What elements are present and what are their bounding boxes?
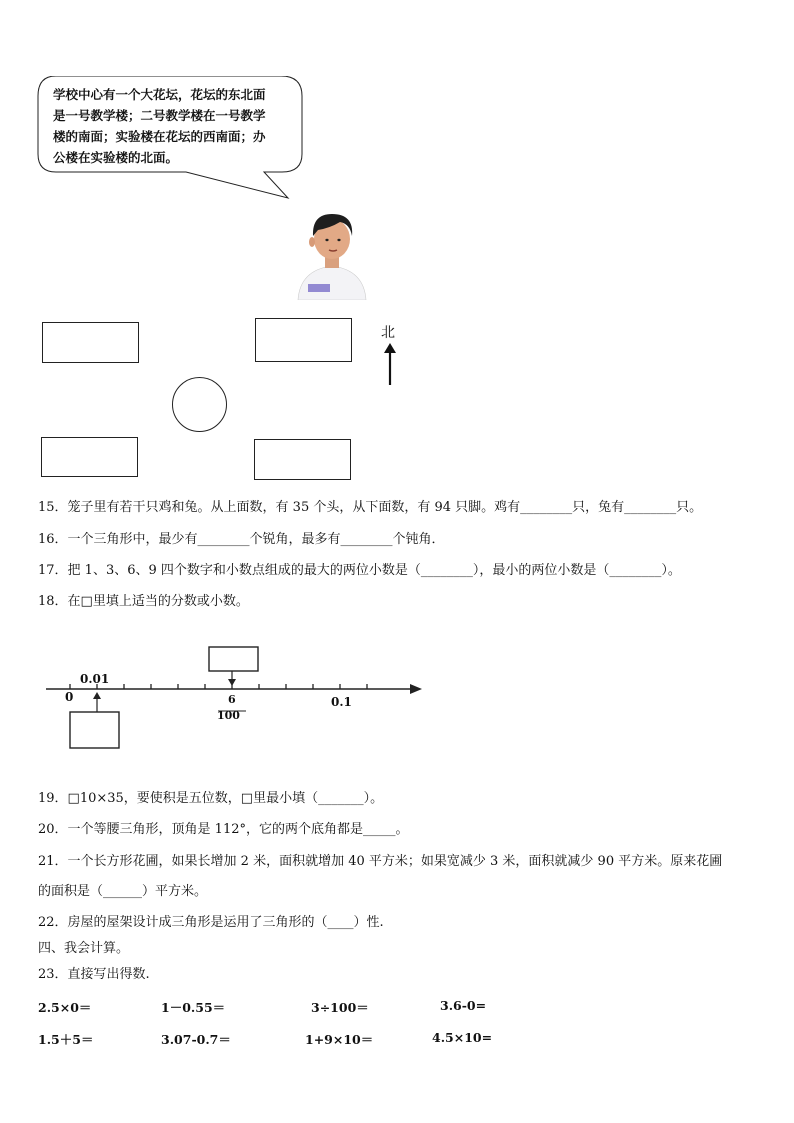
flower-bed-circle — [172, 377, 227, 432]
bubble-line: 是一号教学楼；二号教学楼在一号教学 — [53, 108, 266, 123]
calc-item: 1+9×10＝ — [305, 1032, 374, 1047]
number-line-label-0: 0 — [65, 690, 74, 704]
bubble-line: 楼的南面；实验楼在花坛的西南面；办 — [53, 129, 266, 144]
number-line-label-0-01: 0.01 — [80, 672, 110, 686]
number-line-label-6-denominator: 100 — [217, 709, 240, 722]
bubble-line: 学校中心有一个大花坛，花坛的东北面 — [53, 87, 266, 102]
southwest-box — [41, 437, 138, 477]
question-17: 17．把 1、3、6、9 四个数字和小数点组成的最大的两位小数是（________），最小的两位小数是（________）。 — [38, 563, 681, 578]
question-18: 18．在□里填上适当的分数或小数。 — [38, 594, 249, 609]
calc-item: 3÷100＝ — [311, 1000, 369, 1015]
calc-item: 3.07-0.7＝ — [161, 1032, 231, 1047]
question-15: 15．笼子里有若干只鸡和兔。从上面数，有 35 个头，从下面数，有 94 只脚。鸡有________只，兔有________只。 — [38, 500, 703, 515]
calc-item: 4.5×10= — [432, 1030, 493, 1045]
northeast-box — [255, 318, 352, 362]
north-label: 北 — [381, 325, 395, 341]
calc-item: 1－0.55＝ — [161, 1000, 226, 1015]
northwest-box — [42, 322, 139, 363]
calc-item: 3.6-0= — [440, 998, 487, 1013]
section-heading: 四、我会计算。 — [38, 941, 130, 956]
number-line — [42, 640, 432, 752]
southeast-box — [254, 439, 351, 480]
question-23: 23．直接写出得数. — [38, 967, 150, 982]
question-22: 22．房屋的屋架设计成三角形是运用了三角形的（____）性. — [38, 915, 384, 930]
calc-item: 1.5＋5＝ — [38, 1032, 94, 1047]
north-arrow-icon — [383, 343, 397, 385]
number-line-label-6-numerator: 6 — [228, 693, 236, 706]
question-21-line-2: 的面积是（______）平方米。 — [38, 884, 208, 899]
calc-item: 2.5×0＝ — [38, 1000, 92, 1015]
bubble-text — [53, 84, 266, 168]
question-19: 19．□10×35，要使积是五位数，□里最小填（_______）。 — [38, 791, 384, 806]
question-16: 16．一个三角形中，最少有________个锐角，最多有________个钝角． — [38, 532, 445, 547]
question-20: 20．一个等腰三角形，顶角是 112°，它的两个底角都是_____。 — [38, 822, 409, 837]
question-21-line-1: 21．一个长方形花圃，如果长增加 2 米，面积就增加 40 平方米；如果宽减少 3 米，面积就减少 90 平方米。原来花圃 — [38, 854, 723, 869]
boy-illustration — [292, 206, 372, 300]
bubble-line: 公楼在实验楼的北面。 — [53, 150, 179, 165]
number-line-label-0-1: 0.1 — [331, 695, 352, 709]
